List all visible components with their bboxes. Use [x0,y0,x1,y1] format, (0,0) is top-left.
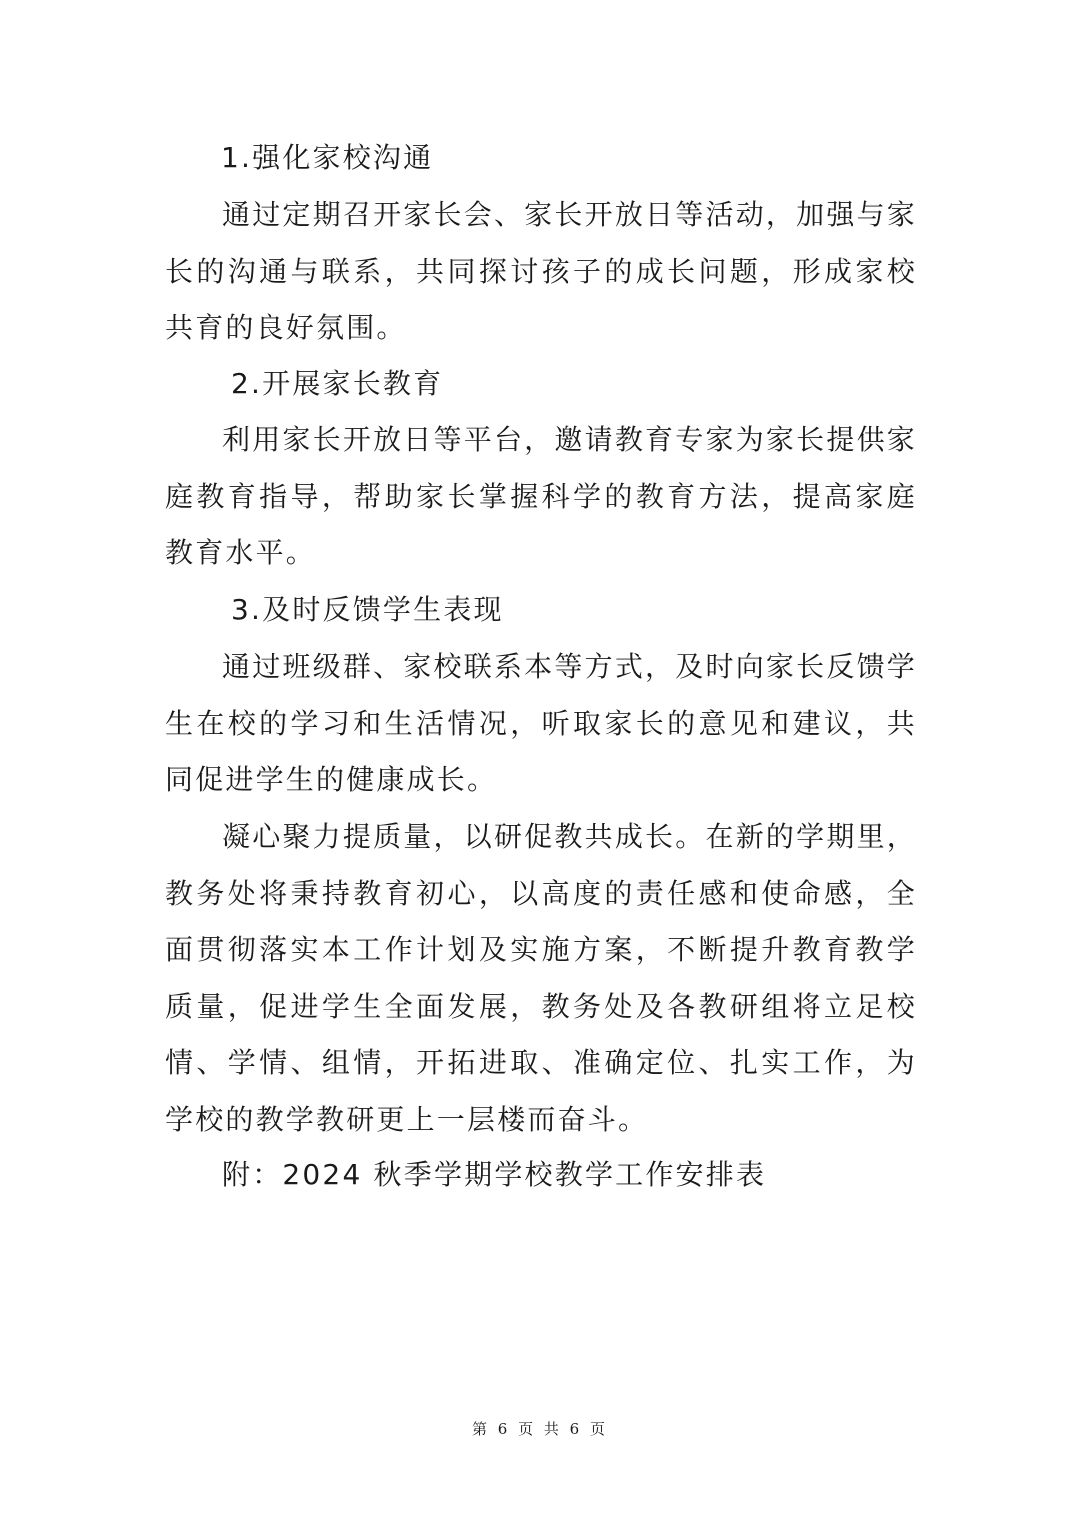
section-1-heading: 1.强化家校沟通 [221,141,434,174]
attachment-note: 附：2024 秋季学期学校教学工作安排表 [222,1158,767,1191]
page-number-footer: 第 6 页 共 6 页 [472,1420,608,1438]
section-2-paragraph: 利用家长开放日等平台，邀请教育专家为家长提供家庭教育指导，帮助家长掌握科学的教育方法，提高家庭教育水平。 [165,423,917,569]
section-3-paragraph: 通过班级群、家校联系本等方式，及时向家长反馈学生在校的学习和生活情况，听取家长的意见和建议，共同促进学生的健康成长。 [165,650,917,796]
section-3-heading: 3.及时反馈学生表现 [231,593,504,626]
section-2-heading: 2.开展家长教育 [231,367,444,400]
conclusion-paragraph: 凝心聚力提质量，以研促教共成长。在新的学期里，教务处将秉持教育初心，以高度的责任感和使命感，全面贯彻落实本工作计划及实施方案，不断提升教育教学质量，促进学生全面发展，教务处及各教研组将立足校情、学情、组情，开拓进取、准确定位、扎实工作，为学校的教学教研更上一层楼而奋斗。 [165,820,917,1136]
section-1-paragraph: 通过定期召开家长会、家长开放日等活动，加强与家长的沟通与联系，共同探讨孩子的成长问题，形成家校共育的良好氛围。 [165,198,917,344]
